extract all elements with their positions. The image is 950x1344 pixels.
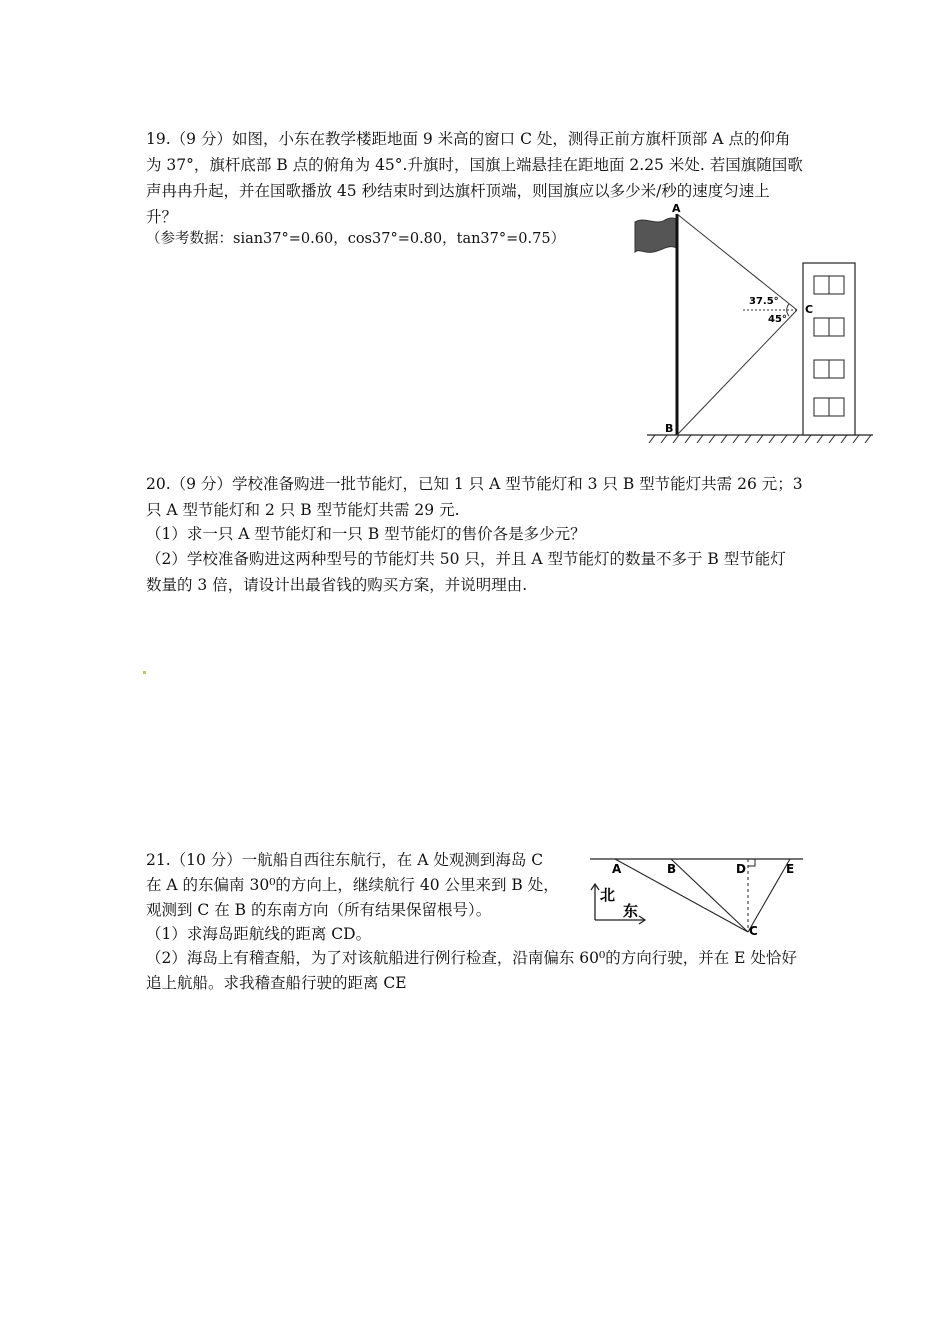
north-label: 北 (600, 886, 616, 904)
line-ec (748, 859, 790, 932)
q21-part-2: （2）海岛上有稽查船，为了对该航船进行例行检查，沿南偏东 60⁰的方向行驶，并在 E 处恰好 (146, 949, 797, 967)
flag-icon (635, 218, 677, 252)
point-a-label: A (612, 862, 622, 876)
sight-line-cb (677, 310, 797, 435)
q20-part-1: （1）求一只 A 型节能灯和一只 B 型节能灯的售价各是多少元？ (146, 525, 586, 543)
ship-island-figure (585, 850, 810, 940)
q21-part-2-cont: 追上航船。求我稽查船行驶的距离 CE (146, 974, 407, 992)
q20-line-2: 只 A 型节能灯和 2 只 B 型节能灯共需 29 元. (146, 501, 460, 519)
q20-part-2-cont: 数量的 3 倍，请设计出最省钱的购买方案，并说明理由. (146, 576, 528, 594)
ground-hatching (649, 435, 871, 443)
angle-down-label: 45° (768, 314, 787, 325)
point-b-label: B (665, 422, 674, 435)
right-angle-mark (748, 859, 755, 866)
east-label: 东 (623, 902, 639, 920)
stray-mark (143, 671, 146, 674)
point-c-label: C (749, 924, 758, 938)
flagpole-building-figure (625, 198, 880, 448)
point-a-label: A (672, 202, 681, 215)
q19-line-1: 19.（9 分）如图，小东在教学楼距地面 9 米高的窗口 C 处，测得正前方旗杆顶部 A 点的仰角 (146, 130, 791, 148)
q19-line-4: 升？ (146, 208, 178, 226)
q19-reference-data: （参考数据：sian37°=0.60，cos37°=0.80，tan37°=0.75） (146, 231, 566, 247)
q19-line-2: 为 37°，旗杆底部 B 点的俯角为 45°.升旗时，国旗上端悬挂在距地面 2.25 米处. 若国旗随国歌 (146, 156, 803, 174)
q21-line-3: 观测到 C 在 B 的东南方向（所有结果保留根号）。 (146, 901, 492, 919)
line-ac (615, 859, 748, 932)
q21-line-1: 21.（10 分）一航船自西往东航行，在 A 处观测到海岛 C (146, 851, 544, 869)
q21-line-2: 在 A 的东偏南 30⁰的方向上，继续航行 40 公里来到 B 处， (146, 876, 559, 894)
q19-line-3: 声冉冉升起，并在国歌播放 45 秒结束时到达旗杆顶端，则国旗应以多少米/秒的速度匀速上 (146, 182, 770, 200)
point-c-label: C (805, 303, 814, 316)
q20-part-2: （2）学校准备购进这两种型号的节能灯共 50 只，并且 A 型节能灯的数量不多于 B 型节能灯 (146, 550, 786, 568)
point-b-label: B (667, 862, 677, 876)
angle-up-label: 37.5° (749, 296, 779, 307)
point-e-label: E (786, 862, 795, 876)
q20-line-1: 20.（9 分）学校准备购进一批节能灯，已知 1 只 A 型节能灯和 3 只 B 型节能灯共需 26 元；3 (146, 475, 803, 493)
q21-part-1: （1）求海岛距航线的距离 CD。 (146, 925, 372, 943)
point-d-label: D (736, 862, 746, 876)
sight-line-ca (677, 214, 797, 310)
